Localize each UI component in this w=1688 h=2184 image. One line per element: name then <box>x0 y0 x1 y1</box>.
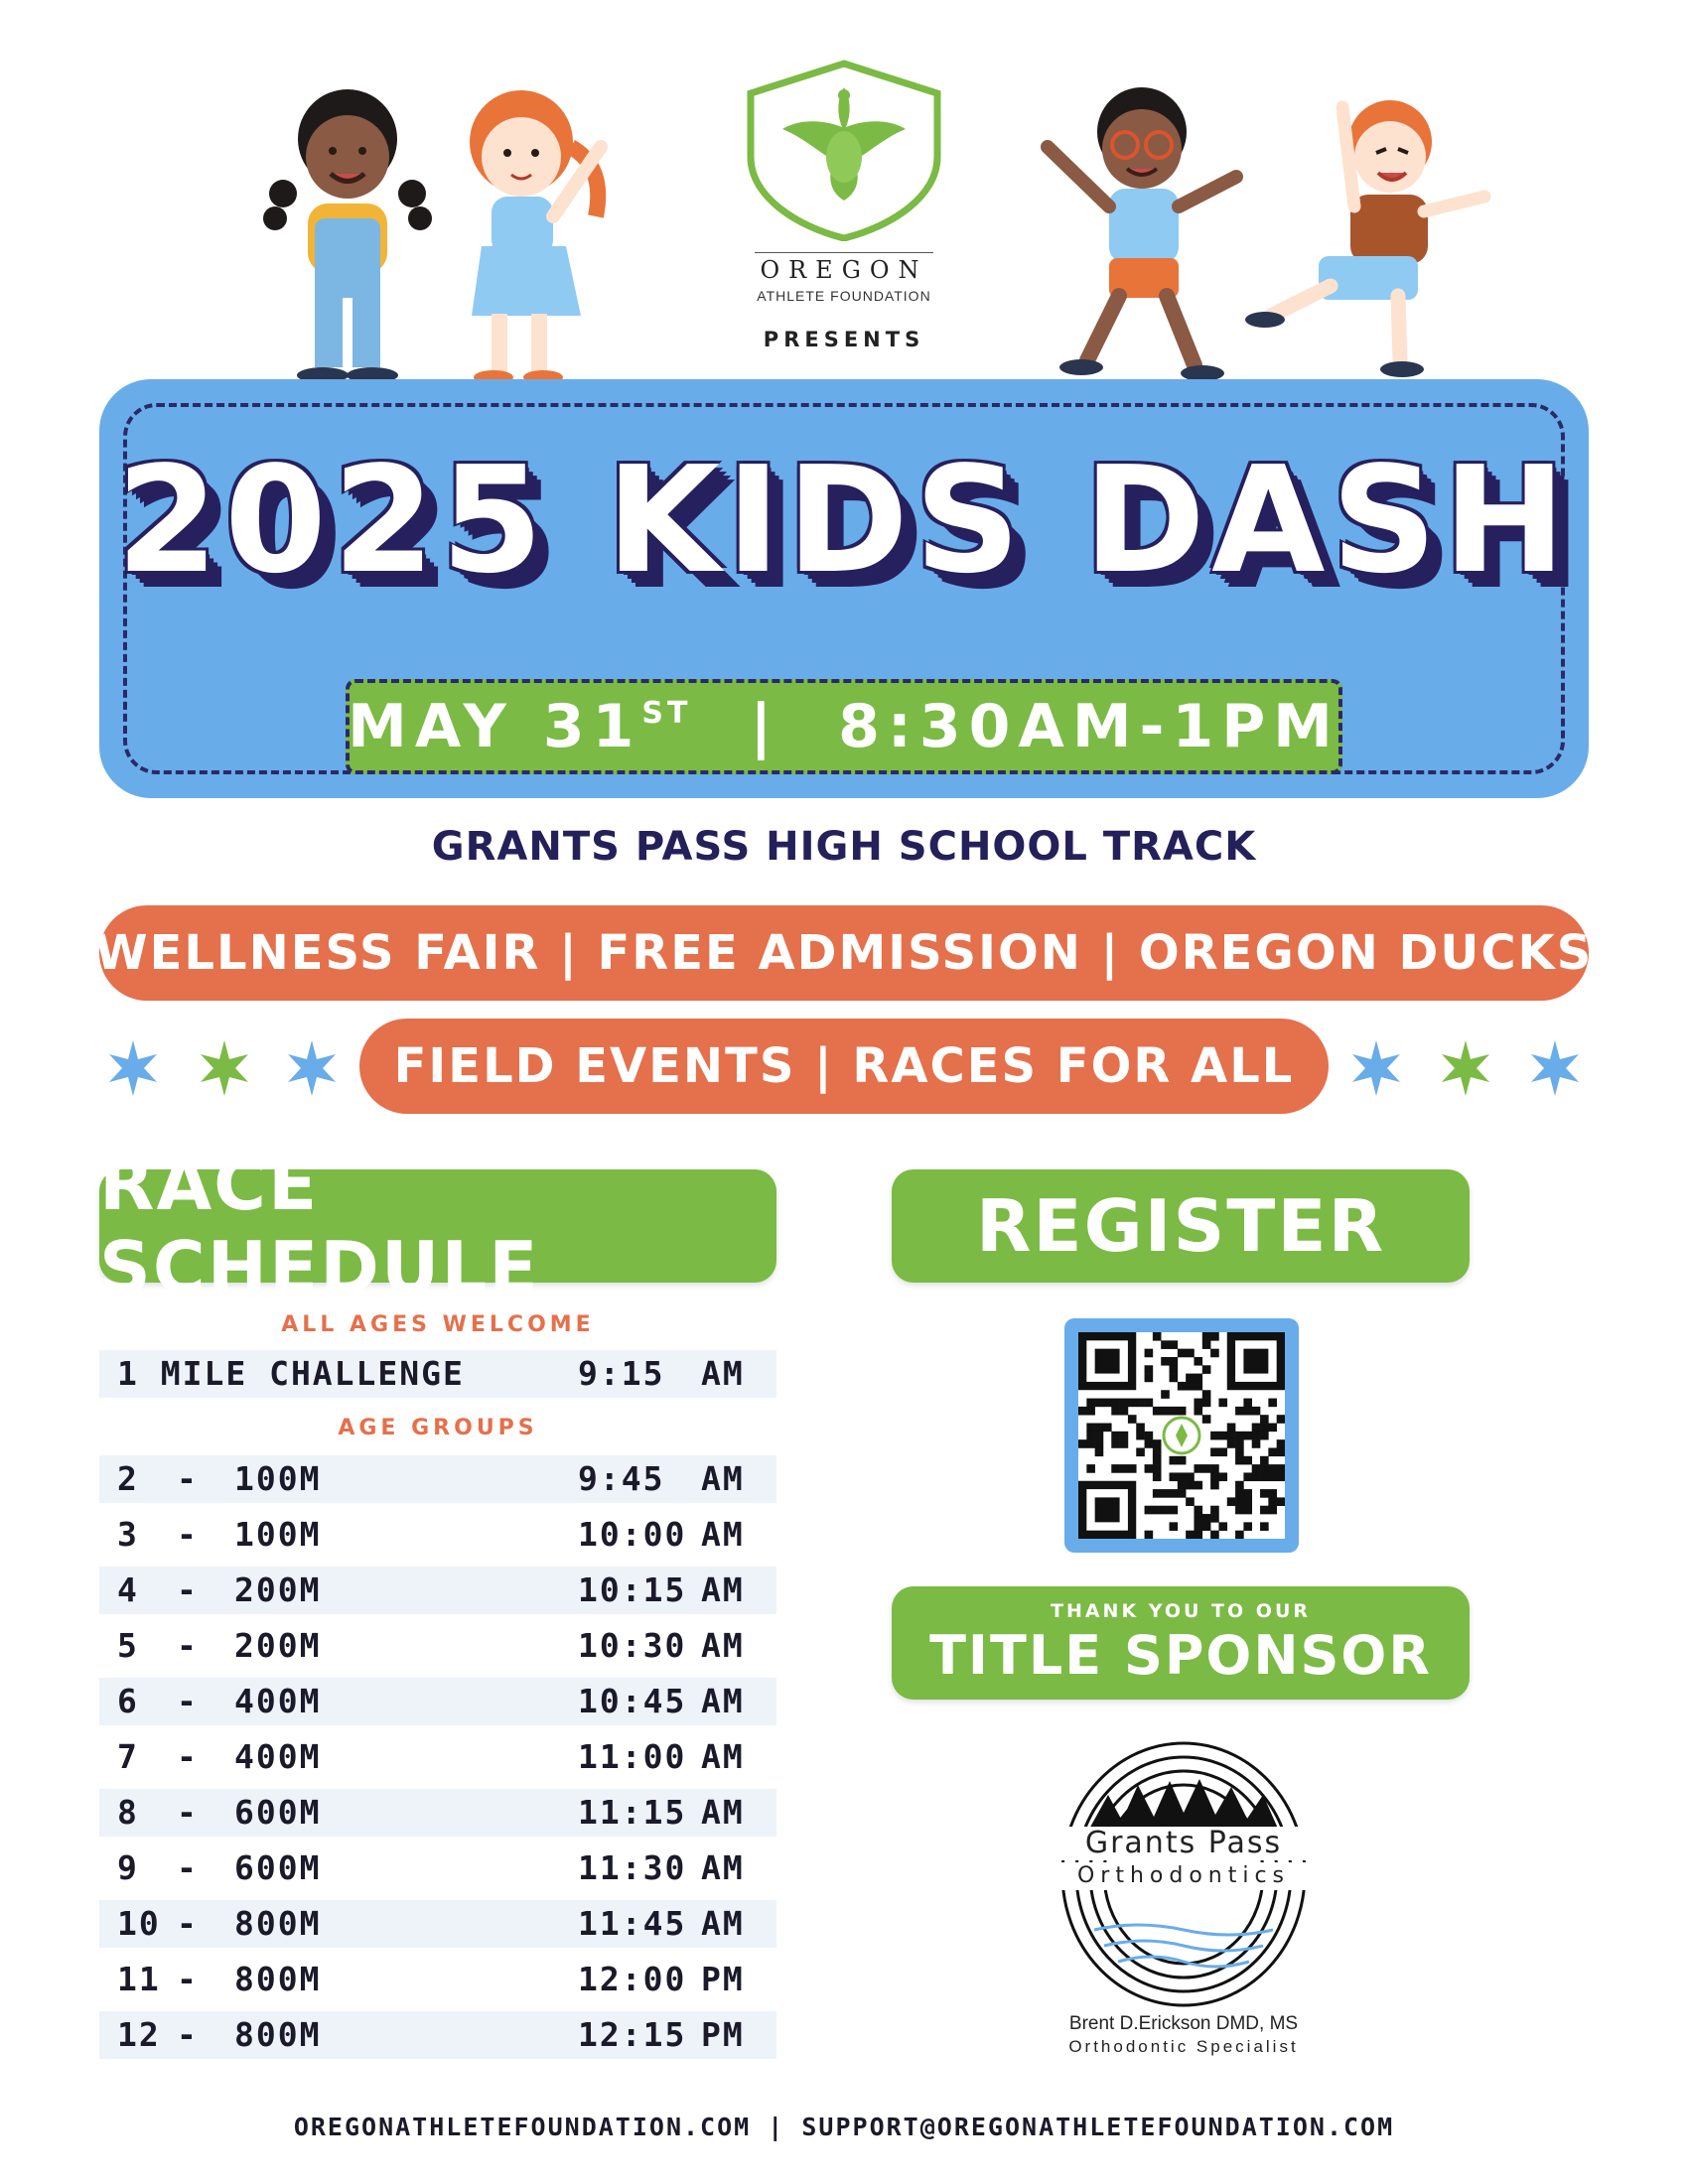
row-time: 10:30 <box>578 1626 687 1665</box>
row-time: 11:45 <box>578 1904 687 1943</box>
table-row <box>99 1678 776 1725</box>
row-age: 2 <box>117 1459 139 1498</box>
row-time: 9:45 <box>578 1459 665 1498</box>
table-row <box>99 1567 776 1614</box>
table-row <box>99 1511 776 1559</box>
row-ampm: AM <box>701 1904 745 1943</box>
kid-boy-jumping-illustration <box>1231 87 1499 387</box>
date-time-text <box>348 692 1340 761</box>
table-row <box>99 1733 776 1781</box>
star-icon <box>1346 1038 1406 1098</box>
row-distance: 200M <box>234 1570 322 1609</box>
row-distance: 800M <box>234 1904 322 1943</box>
row-age: 5 <box>117 1626 139 1665</box>
row-distance: 400M <box>234 1682 322 1720</box>
event-date: MAY 31 <box>348 692 642 761</box>
table-row <box>99 1900 776 1948</box>
star-icon <box>195 1038 254 1098</box>
row-dash: - <box>177 1737 199 1776</box>
presents-label: PRESENTS <box>763 328 925 351</box>
row-time: 12:15 <box>578 2015 687 2054</box>
sponsor-name-sub: Orthodontics <box>1013 1862 1354 1890</box>
kid-girl-overalls-illustration <box>253 69 442 389</box>
row-distance: 200M <box>234 1626 322 1665</box>
row-ampm: AM <box>701 1626 745 1665</box>
row-dash: - <box>177 1626 199 1665</box>
sponsor-name: Grants Pass <box>1013 1827 1354 1860</box>
row-distance: 400M <box>234 1737 322 1776</box>
row-dash: - <box>177 1515 199 1554</box>
row-dash: - <box>177 1793 199 1832</box>
org-name: OREGON <box>760 256 928 284</box>
row-dash: - <box>177 1960 199 1998</box>
table-row <box>99 1956 776 2003</box>
mile-ampm: AM <box>701 1354 745 1393</box>
oregon-athlete-foundation-logo <box>743 58 946 241</box>
star-icon <box>282 1038 342 1098</box>
row-time: 11:00 <box>578 1737 687 1776</box>
shield-duck-icon <box>743 58 946 241</box>
mile-challenge-row <box>99 1350 776 1398</box>
row-ampm: AM <box>701 1515 745 1554</box>
kid-girl-dress-illustration <box>432 77 631 387</box>
footer-contact[interactable]: OREGONATHLETEFOUNDATION.COM | SUPPORT@OREGONATHLETEFOUNDATION.COM <box>293 2113 1395 2141</box>
row-ampm: AM <box>701 1737 745 1776</box>
features-pill-2: FIELD EVENTS | RACES FOR ALL <box>359 1019 1329 1114</box>
row-ampm: PM <box>701 2015 745 2054</box>
date-suffix: ST <box>641 696 692 731</box>
mile-event: 1 MILE CHALLENGE <box>117 1354 465 1393</box>
row-ampm: AM <box>701 1682 745 1720</box>
row-dash: - <box>177 2015 199 2054</box>
row-dash: - <box>177 1682 199 1720</box>
logo-divider <box>755 252 933 253</box>
table-row <box>99 2011 776 2059</box>
table-row <box>99 1455 776 1503</box>
row-distance: 600M <box>234 1793 322 1832</box>
row-distance: 800M <box>234 2015 322 2054</box>
star-icon <box>1525 1038 1585 1098</box>
row-dash: - <box>177 1459 199 1498</box>
age-groups-label: AGE GROUPS <box>338 1416 538 1440</box>
row-age: 7 <box>117 1737 139 1776</box>
row-dash: - <box>177 1848 199 1887</box>
row-age: 4 <box>117 1570 139 1609</box>
org-subtitle: ATHLETE FOUNDATION <box>757 288 931 304</box>
date-separator: | <box>750 692 780 761</box>
table-row <box>99 1844 776 1892</box>
sponsor-thanks: THANK YOU TO OUR <box>1050 1599 1312 1622</box>
row-age: 9 <box>117 1848 139 1887</box>
row-time: 11:15 <box>578 1793 687 1832</box>
row-age: 3 <box>117 1515 139 1554</box>
row-age: 12 <box>117 2015 161 2054</box>
sponsor-doctor: Brent D.Erickson DMD, MS <box>1068 2013 1299 2034</box>
table-row <box>99 1789 776 1837</box>
row-distance: 100M <box>234 1459 322 1498</box>
features-pill-1: WELLNESS FAIR | FREE ADMISSION | OREGON DUCKS <box>99 905 1589 1001</box>
register-header[interactable]: REGISTER <box>892 1169 1470 1283</box>
title-banner <box>99 379 1589 798</box>
row-time: 10:15 <box>578 1570 687 1609</box>
all-ages-label: ALL AGES WELCOME <box>281 1312 595 1337</box>
qr-code-icon <box>1078 1332 1285 1539</box>
row-ampm: AM <box>701 1459 745 1498</box>
row-time: 12:00 <box>578 1960 687 1998</box>
mile-time: 9:15 <box>578 1354 665 1393</box>
row-time: 10:45 <box>578 1682 687 1720</box>
qr-code-graphic <box>1078 1332 1285 1539</box>
event-title: 2025 KIDS DASH <box>115 435 1572 606</box>
row-time: 11:30 <box>578 1848 687 1887</box>
row-ampm: AM <box>701 1570 745 1609</box>
row-ampm: AM <box>701 1793 745 1832</box>
row-age: 11 <box>117 1960 161 1998</box>
sponsor-specialty: Orthodontic Specialist <box>1068 2037 1299 2056</box>
table-row <box>99 1622 776 1670</box>
registration-qr-code[interactable] <box>1064 1318 1299 1553</box>
venue: GRANTS PASS HIGH SCHOOL TRACK <box>431 824 1257 870</box>
row-dash: - <box>177 1904 199 1943</box>
row-distance: 800M <box>234 1960 322 1998</box>
row-age: 10 <box>117 1904 161 1943</box>
kid-boy-glasses-illustration <box>1018 77 1266 387</box>
star-icon <box>103 1038 163 1098</box>
date-time-box <box>346 679 1342 774</box>
row-ampm: AM <box>701 1848 745 1887</box>
row-time: 10:00 <box>578 1515 687 1554</box>
row-age: 6 <box>117 1682 139 1720</box>
row-ampm: PM <box>701 1960 745 1998</box>
row-distance: 600M <box>234 1848 322 1887</box>
star-icon <box>1436 1038 1495 1098</box>
row-age: 8 <box>117 1793 139 1832</box>
row-dash: - <box>177 1570 199 1609</box>
row-distance: 100M <box>234 1515 322 1554</box>
event-time: 8:30AM-1PM <box>838 692 1340 761</box>
sponsor-title: TITLE SPONSOR <box>929 1623 1432 1687</box>
race-schedule-header: RACE SCHEDULE <box>99 1169 776 1283</box>
title-sponsor-box <box>892 1586 1470 1700</box>
